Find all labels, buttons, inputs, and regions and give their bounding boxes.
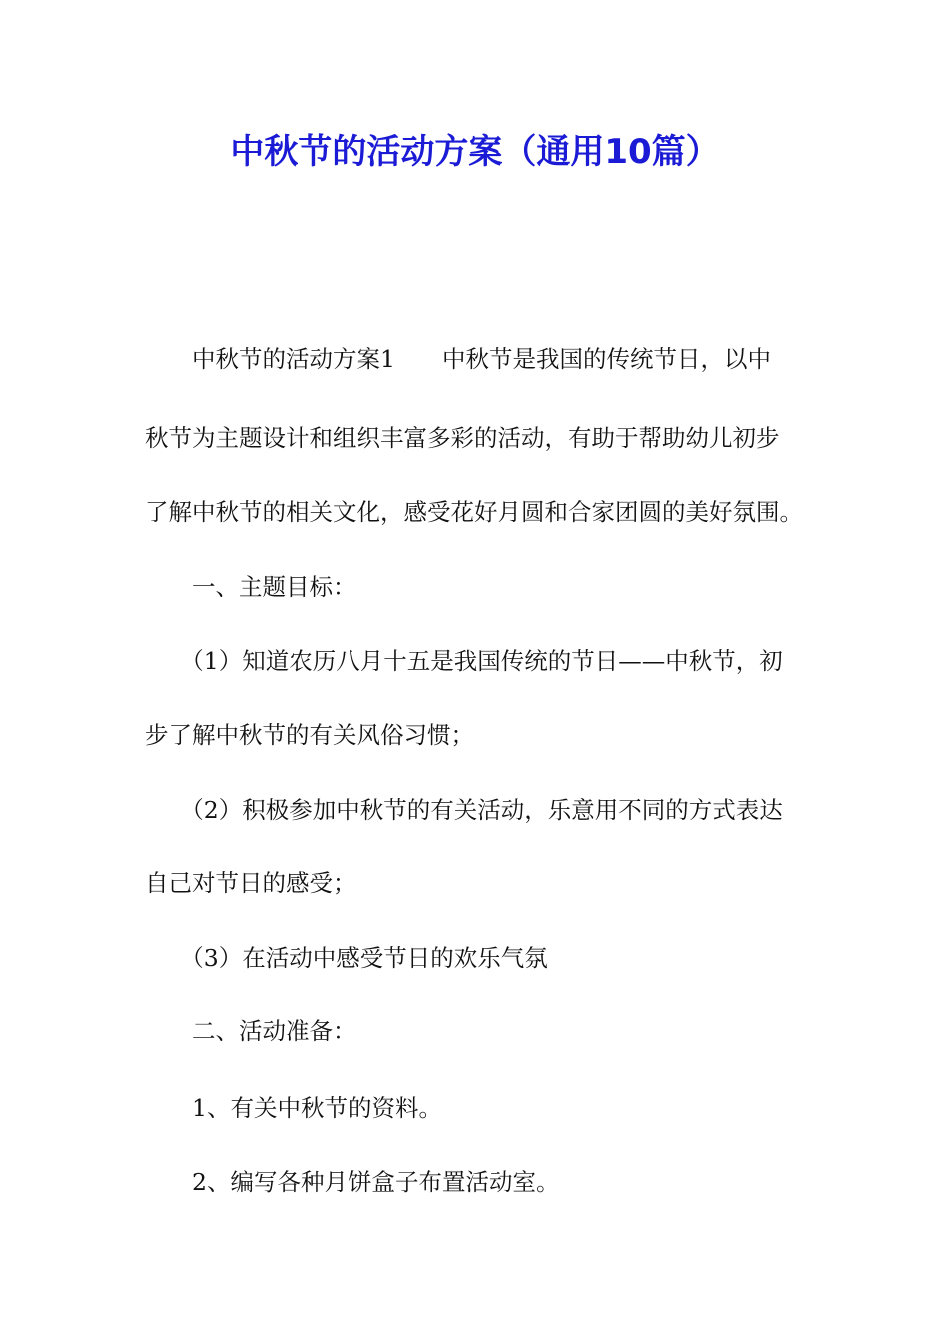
paragraph-line: 步了解中秋节的有关风俗习惯； xyxy=(145,721,474,749)
paragraph-line: 了解中秋节的相关文化，感受花好月圆和合家团圆的美好氛围。 xyxy=(145,498,803,526)
paragraph-line: 秋节为主题设计和组织丰富多彩的活动，有助于帮助幼儿初步 xyxy=(145,424,780,452)
list-item: 2、编写各种月饼盒子布置活动室。 xyxy=(145,1168,560,1196)
section-heading: 一、主题目标： xyxy=(145,573,357,601)
paragraph-line: 中秋节的活动方案1 中秋节是我国的传统节日，以中 xyxy=(145,345,771,373)
list-item: 1、有关中秋节的资料。 xyxy=(145,1094,442,1122)
document-title: 中秋节的活动方案（通用10篇） xyxy=(230,132,720,172)
paragraph-line: （1）知道农历八月十五是我国传统的节日——中秋节，初 xyxy=(145,647,783,675)
section-heading: 二、活动准备： xyxy=(145,1017,357,1045)
paragraph-line: （3）在活动中感受节日的欢乐气氛 xyxy=(145,944,548,972)
paragraph-line: （2）积极参加中秋节的有关活动，乐意用不同的方式表达 xyxy=(145,796,783,824)
paragraph-line: 自己对节日的感受； xyxy=(145,869,357,897)
